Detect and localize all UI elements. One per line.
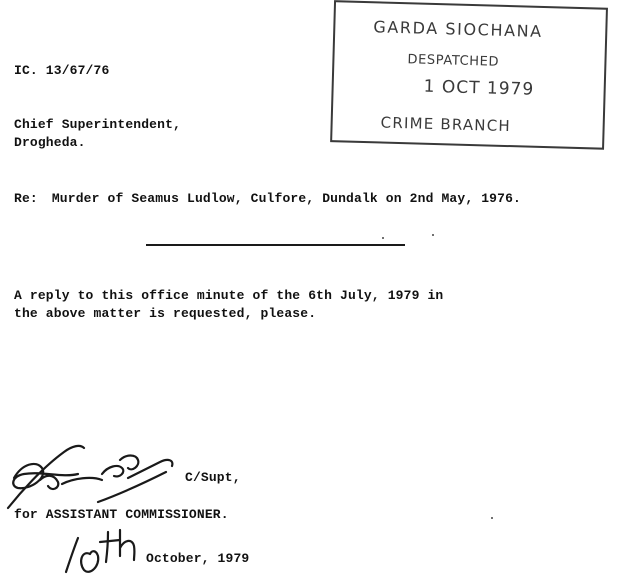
body-paragraph bbox=[14, 287, 443, 323]
reference-number: IC. 13/67/76 bbox=[14, 63, 110, 78]
scan-speck bbox=[382, 237, 384, 239]
divider-rule bbox=[146, 244, 405, 246]
stamp-organisation: GARDA SIOCHANA bbox=[373, 17, 544, 41]
signature-title: C/Supt, bbox=[185, 470, 241, 485]
scan-speck bbox=[432, 234, 434, 236]
subject-text: Murder of Seamus Ludlow, Culfore, Dundalk on 2nd May, 1976. bbox=[51, 191, 521, 206]
stamp-date: 1 OCT 1979 bbox=[423, 76, 535, 100]
handwritten-signature bbox=[2, 438, 182, 516]
stamp-status: DESPATCHED bbox=[407, 52, 500, 70]
handwritten-date bbox=[60, 526, 140, 578]
despatched-stamp bbox=[330, 0, 612, 153]
addressee-line-2: Drogheda. bbox=[14, 135, 86, 150]
body-line-1: A reply to this office minute of the 6th July, 1979 in bbox=[14, 288, 444, 303]
subject-line bbox=[14, 191, 521, 207]
addressee-block bbox=[14, 116, 181, 152]
stamp-department: CRIME BRANCH bbox=[380, 113, 512, 136]
body-line-2: the above matter is requested, please. bbox=[14, 306, 317, 321]
addressee-line-1: Chief Superintendent, bbox=[14, 117, 181, 132]
scan-speck bbox=[491, 517, 493, 519]
subject-prefix: Re: bbox=[14, 191, 38, 206]
signatory-line: for ASSISTANT COMMISSIONER. bbox=[14, 507, 229, 522]
date-typed: October, 1979 bbox=[146, 551, 250, 566]
